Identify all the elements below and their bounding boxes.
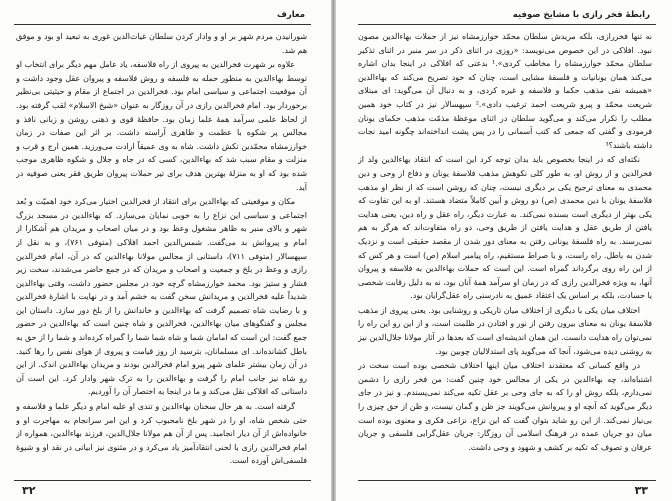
left-paragraph: گرفته است. به هر حال سخنان بهاءالدین و تندی او علیه امام و دیگر علما و فلاسفه و حتی شخص شاه، او را در شهر بلخ نامحبوب کرد و این امر سرانجام به مهاجرت او و خانواده‌اش از آن دیار انجامید. پس از آن هم مولانا جلال‌الدین، فرزند بهاءالدین، همواره از امام فخرالدین رازی با لحنی انتقادآمیز یاد می‌کرد و در مثنوی نیز ابیاتی در نقد او و شیوهٔ فلسفی‌اش آورده است. bbox=[16, 402, 307, 466]
right-page bbox=[336, 0, 672, 501]
left-page bbox=[0, 0, 331, 501]
right-paragraph: اختلاف میان یکی با دیگری از اختلاف میان تاریکی و روشنایی بود. یعنی پیروی از مذهب فلاسفهٔ یونان به معنای بیرون رفتن از نور و افتادن در ظلمت است، و از این رو این راه را نمی‌توان راه هدایت دانست. این همان اندیشه‌ای است که بعدها در آثار مولانا جلال‌الدین نیز به روشنی دیده می‌شود، آنجا که می‌گوید پای استدلالیان چوبین بود. bbox=[358, 305, 652, 356]
right-paragraph: در واقع کسانی که معتقدند اختلاف میان اینها اختلاف شخصی بوده است سخت در اشتباه‌اند، چه بهاءالدین در یکی از مجالس خود چنین گفت: من فخر رازی را دشمن نمی‌دارم، بلکه روش او را که به جای وحی بر عقل تکیه می‌کند نمی‌پسندم. و نیز در جای دیگر می‌گوید که آنچه او و پیروانش می‌گویند جز ظن و گمان نیست، و ظن از حق چیزی را بی‌نیاز نمی‌کند. از این رو شاید بتوان گفت که این نزاع، نزاعی فکری و معنوی بوده است میان دو جریان عمده در فرهنگ اسلامی آن روزگار: جریان عقل‌گرایی فلسفی و جریان عرفان و تصوف که تکیه بر کشف و شهود و وحی داشت. bbox=[358, 361, 652, 452]
right-body-text bbox=[358, 30, 652, 475]
right-paragraph: نکته‌ای که در اینجا بخصوص باید بدان توجه کرد این است که انتقاد بهاءالدین ولد از فخرالدین و از روش او، به طور کلی نکوهش مذهب فلاسفهٔ یونان و دفاع از وحی و دین محمدی به معنای ترجیح یکی بر دیگری نیست، چنان که روشن است که از نظر او مذهب فلاسفهٔ یونان با دین محمدی (ص) دو روش و آیین کاملاً متضاد هستند. او به این تفاوت که یکی بهتر از دیگری است بسنده نمی‌کند. به عبارت دیگر، راه عقل و راه دین، یعنی هدایت یافتن از طریق عقل و هدایت یافتن از طریق وحی، دو راه متفاوت‌اند که هرگز به هم نمی‌رسند. به راه فلسفهٔ یونانی رفتن به معنای دور شدن از مقصد حقیقی است و نزدیک شدن به باطل. راه راست، و یا صراط مستقیم، راه پیامبر اسلام (ص) است و هر کس که از این راه روی برگرداند گمراه است. این است که حملات بهاءالدین به فلاسفه و پیروان آنها، به ویژه فخرالدین رازی که در زمان او سرآمد همهٔ آنان بود، نه به دلیل رقابت شخصی یا حسادت، بلکه بر اساس یک اعتقاد عمیق به نادرستی راه عقل‌گرایان بود. bbox=[358, 155, 652, 301]
left-paragraph: علاوه بر شهرت فخرالدین به پیروی از راه فلاسفه، یاد عامل مهم دیگر برای انتخاب او توسط بهاءالدین به منظور حمله به فلسفه و روش فلاسفه و پیروان عقل وجود داشت و آن موقعیت اجتماعی و سیاسی امام بود. فخرالدین در اجتماع از مقام و حیثیتی بی‌نظیر برخوردار بود. امام فخرالدین رازی در آن روزگار به عنوان «شیخ الاسلام» لقب گرفته بود. از لحاظ علمی سرآمد همهٔ علما زمان بود. حافظهٔ قوی و ذهنی روشن و زبانی نافذ و مجالس پر شکوه با عظمت و ظاهری آراسته داشت. بر اثر این صفات در زمان خوارزمشاه محمّدبن تکش داشت. شاه به وی عمیقاً ارادت می‌ورزید. همین ارج و قرب و منزلت و مقام سبب شد که بهاءالدین، کسی که در جاه و جلال و شکوه ظاهری موجب شده بود که او به منزلهٔ بهترین هدف برای تیر حملات پیروان طریق فقر یعنی صوفیه در آید. bbox=[16, 60, 307, 192]
left-running-head: معارف bbox=[276, 10, 305, 20]
left-page-number: ۳۲ bbox=[22, 484, 36, 497]
left-body-text bbox=[16, 30, 307, 475]
right-footer-rule bbox=[358, 480, 656, 481]
right-header-rule bbox=[358, 24, 656, 25]
left-header-rule bbox=[14, 24, 311, 25]
left-paragraph: شورانیدن مردم شهر بر او و وادار کردن سلطان غیاث‌الدین غوری به تبعید او بود و موفق هم شد. bbox=[16, 32, 307, 55]
right-running-head: رابطهٔ فخر رازی با مشایخ صوفیه bbox=[512, 10, 650, 20]
right-page-number: ۳۳ bbox=[634, 484, 648, 497]
left-footer-rule bbox=[14, 480, 311, 481]
right-paragraph: نه تنها فخررازی، بلکه مریدش سلطان محمّد خوارزمشاه نیز از حملات بهاءالدین مصون نبود. افلاکی در این خصوص می‌نویسد: «روزی در اثنای ذکر در سر منبر در اثنای تذکیر سلطان محمّد خوارزمشاه را مخاطب کردی».¹ بدعتی که افلاکی در اینجا بدان اشاره می‌کند همان یونانیات و فلسفهٔ مشایی است، چنان که خود تصریح می‌کند که بهاءالدین «همیشه نفی مذهب حکما و فلاسفه و غیره کردی، و به دنبال آن می‌گوید: ای مبتلای شریعت محمّد و پیرو شریعت احمد ترغیب دادی».² سپهسالار نیز در کتاب خود همین مطلب را تکرار می‌کند و می‌گوید سلطان در اثنای موعظهٔ مذمّت مذهب حکمای یونان فرمودی و گفتی که جمعی که کتب آسمانی را در پس پشت انداخته‌اند چگونه امید نجات داشته باشند؟³ bbox=[358, 32, 652, 150]
left-paragraph: مکان و موقعیتی که بهاءالدین برای انتقاد از فخرالدین اختیار می‌کرد خود اهمیّت و بُعد اجتماعی و سیاسی این نزاع را به خوبی نمایان می‌سازد. که بهاءالدین در مسجد بزرگ شهر و بالای منبر به ظاهر مشغول وعظ بود و در میان اصحاب و مریدان هم آشکارا از امام و پیروانش بد می‌گفت. شمس‌الدین احمد افلاکی (متوفی ۷۶۱)، و به نقل از سپهسالار (متوفی ۷۱۱)، داستانی از مجالس مولانا بهاءالدین که در آن، امام فخرالدین رازی و وعظ در بلخ و جمعیت و اصحاب و مریدان که در جمع حاضر می‌شدند، سخت زیر فشار و ستیز بود. محمد خوارزمشاه گرچه خود در مجلس حضور داشت، وقتی بهاءالدین شدیداً علیه فخرالدین و مریدانش سخن گفت به خشم آمد و در نهایت با اشارهٔ فخرالدین و با رضایت شاه تصمیم گرفت که بهاءالدین و خاندانش را از بلخ دور سازد. داستان این مجلس و گفتگوهای میان بهاءالدین، فخرالدین و شاه چنین است که بهاءالدین در حضور جمع گفت: این است که امامان شما و شاه شما شما را گمراه کرده‌اند و شما را از حق به باطل کشانده‌اند. ای مسلمانان، بترسید از روز قیامت و پیروی از هوای نفس را رها کنید. در آن زمان بیشتر علمای شهر پیرو امام فخرالدین بودند و مریدان بهاءالدین اندک. از این رو شاه نیز جانب امام را گرفت و بهاءالدین را به ترک شهر وادار کرد. این است آن داستانی که افلاکی نقل می‌کند و ما در اینجا به اختصار آن را آوردیم. bbox=[16, 197, 307, 397]
